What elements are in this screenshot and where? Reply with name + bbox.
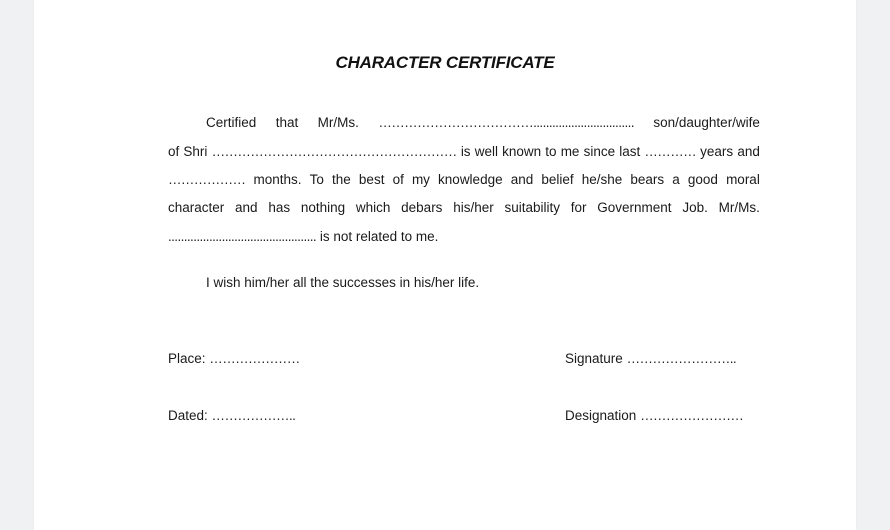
word: of xyxy=(168,144,180,159)
word: the xyxy=(332,172,351,187)
word: moral xyxy=(726,172,760,187)
word: years xyxy=(700,144,734,159)
name-blank: ………………………………................................ xyxy=(378,115,634,130)
paragraph-line-5 xyxy=(168,228,760,246)
word: well xyxy=(474,144,498,159)
word: son/daughter/wife xyxy=(653,115,760,130)
word: good xyxy=(687,172,718,187)
word: bears xyxy=(630,172,665,187)
wish-paragraph: I wish him/her all the successes in his/her life. xyxy=(206,275,480,290)
word: for xyxy=(570,200,587,215)
word: has xyxy=(268,200,291,215)
paragraph-line-2 xyxy=(168,143,760,161)
word: of xyxy=(392,172,404,187)
father-name-blank: ………………………………………………… xyxy=(211,144,457,159)
word: Certified xyxy=(206,115,257,130)
word: debars xyxy=(401,200,443,215)
paragraph-line-1 xyxy=(206,114,760,132)
designation-label: Designation xyxy=(565,408,637,423)
signature-label: Signature xyxy=(565,351,623,366)
word: knowledge xyxy=(438,172,503,187)
word: which xyxy=(355,200,391,215)
word: last xyxy=(619,144,641,159)
word: is xyxy=(460,144,471,159)
place-label: Place: xyxy=(168,351,206,366)
word: suitability xyxy=(504,200,560,215)
word: months. xyxy=(253,172,302,187)
word: and xyxy=(737,144,760,159)
word: nothing xyxy=(300,200,346,215)
designation-field xyxy=(565,407,743,425)
word: to xyxy=(545,144,557,159)
word: that xyxy=(275,115,299,130)
certificate-title: CHARACTER CERTIFICATE xyxy=(335,53,555,72)
word: Mr/Ms. xyxy=(317,115,359,130)
word: a xyxy=(672,172,680,187)
word: since xyxy=(583,144,616,159)
word: he/she xyxy=(581,172,623,187)
designation-blank: …………………… xyxy=(640,408,744,423)
word: Government xyxy=(597,200,672,215)
word: known xyxy=(502,144,542,159)
dated-field xyxy=(168,407,295,425)
word: best xyxy=(358,172,385,187)
paragraph-line-3 xyxy=(168,171,760,189)
word: my xyxy=(411,172,430,187)
paragraph-line-4 xyxy=(168,199,760,217)
signature-field xyxy=(565,350,736,368)
document-page xyxy=(34,0,856,530)
word: Job. xyxy=(682,200,708,215)
word: Shri xyxy=(183,144,208,159)
months-blank: ……………… xyxy=(168,172,246,187)
word: To xyxy=(309,172,324,187)
word: character xyxy=(168,200,225,215)
word: and xyxy=(235,200,258,215)
signature-blank: …………………….. xyxy=(626,351,737,366)
word: belief xyxy=(541,172,574,187)
related-name-blank: ............................................... xyxy=(168,229,317,244)
word: his/her xyxy=(453,200,494,215)
place-field xyxy=(168,350,300,368)
line-text: is not related to me. xyxy=(316,229,439,244)
dated-label: Dated: xyxy=(168,408,208,423)
dated-blank: ……………….. xyxy=(211,408,296,423)
place-blank: ………………… xyxy=(209,351,300,366)
word: me xyxy=(560,144,580,159)
years-blank: ………… xyxy=(644,144,697,159)
word: and xyxy=(510,172,534,187)
word: Mr/Ms. xyxy=(718,200,760,215)
